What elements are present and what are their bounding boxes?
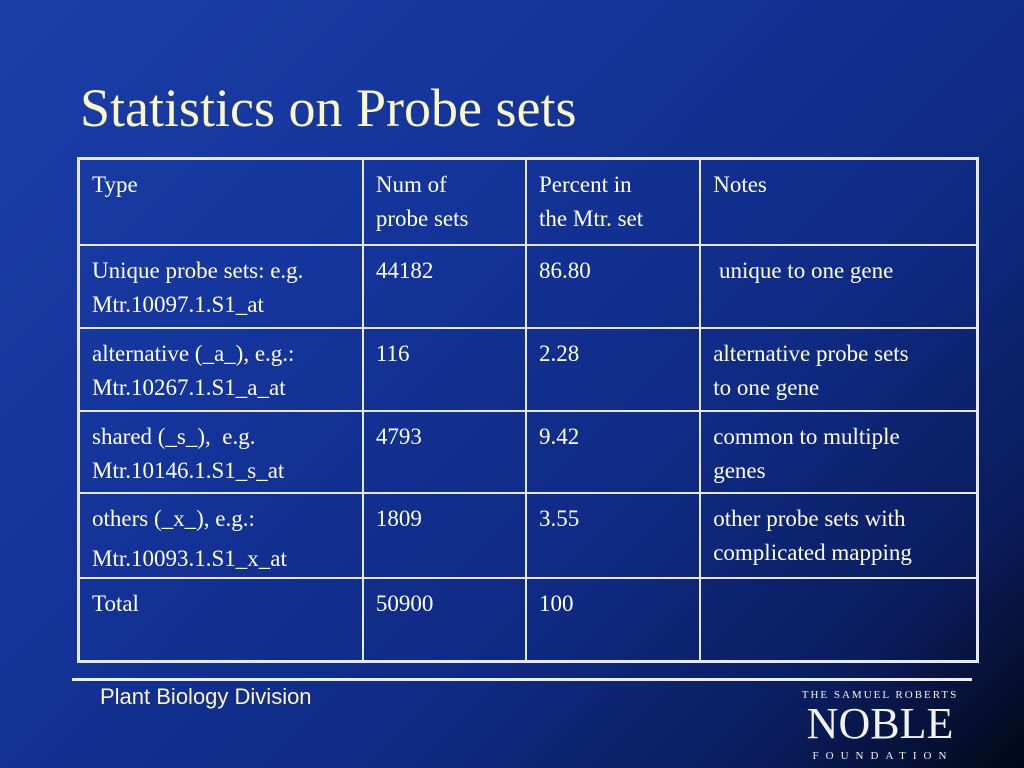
cell-line: 86.80 bbox=[539, 257, 591, 283]
cell-line: Unique probe sets: e.g. bbox=[92, 257, 304, 283]
header-cell-type bbox=[79, 159, 363, 245]
cell-type bbox=[79, 578, 363, 662]
table-row bbox=[79, 493, 978, 578]
logo-bottom-line: FOUNDATION bbox=[812, 750, 954, 762]
cell-line: complicated mapping bbox=[713, 539, 912, 565]
table-header-row bbox=[79, 159, 978, 245]
cell-line: Mtr.10146.1.S1_s_at bbox=[92, 457, 285, 483]
cell-line: Mtr.10267.1.S1_a_at bbox=[92, 374, 286, 400]
cell-num bbox=[363, 411, 526, 493]
noble-foundation-logo bbox=[800, 688, 960, 764]
cell-notes bbox=[700, 328, 977, 411]
cell-line: genes bbox=[713, 457, 766, 483]
cell-line: 1809 bbox=[375, 505, 422, 531]
table-row bbox=[79, 328, 978, 411]
cell-line: probe sets bbox=[375, 206, 469, 231]
cell-num bbox=[363, 578, 526, 662]
cell-line: common to multiple bbox=[713, 423, 900, 449]
cell-line: 50900 bbox=[375, 590, 434, 616]
cell-type bbox=[79, 411, 363, 493]
cell-line: Notes bbox=[713, 172, 767, 197]
cell-num bbox=[363, 245, 526, 328]
cell-type bbox=[79, 493, 363, 578]
cell-type bbox=[79, 328, 363, 411]
cell-line: Mtr.10097.1.S1_at bbox=[92, 291, 264, 317]
cell-line: 100 bbox=[539, 590, 574, 616]
cell-num bbox=[363, 328, 526, 411]
cell-line: Percent in bbox=[539, 172, 632, 197]
header-cell-num bbox=[363, 159, 526, 245]
cell-percent bbox=[526, 411, 700, 493]
logo-wordmark: NOBLE bbox=[806, 699, 954, 748]
cell-notes bbox=[700, 493, 977, 578]
slide-title: Statistics on Probe sets bbox=[80, 78, 577, 138]
footer-division-label: Plant Biology Division bbox=[100, 684, 312, 709]
cell-line: shared (_s_), e.g. bbox=[92, 423, 256, 449]
cell-line: alternative probe sets bbox=[713, 340, 909, 366]
cell-num bbox=[363, 493, 526, 578]
cell-line: 44182 bbox=[375, 257, 434, 283]
table-row-total bbox=[79, 578, 978, 662]
cell-notes bbox=[700, 411, 977, 493]
cell-line: others (_x_), e.g.: bbox=[92, 505, 255, 531]
table-row bbox=[79, 411, 978, 493]
cell-percent bbox=[526, 493, 700, 578]
cell-line: to one gene bbox=[713, 374, 820, 400]
cell-line: alternative (_a_), e.g.: bbox=[92, 340, 295, 366]
footer-divider bbox=[72, 678, 972, 681]
cell-percent bbox=[526, 578, 700, 662]
cell-line: 4793 bbox=[375, 423, 422, 449]
header-cell-notes bbox=[700, 159, 977, 245]
logo-top-line: THE SAMUEL ROBERTS bbox=[801, 689, 959, 701]
cell-line: Total bbox=[92, 590, 139, 616]
cell-line: unique to one gene bbox=[713, 257, 894, 283]
cell-line: Num of bbox=[375, 172, 447, 197]
cell-type bbox=[79, 245, 363, 328]
cell-line: the Mtr. set bbox=[539, 206, 644, 231]
cell-line: Mtr.10093.1.S1_x_at bbox=[92, 545, 287, 571]
header-cell-percent bbox=[526, 159, 700, 245]
cell-notes bbox=[700, 245, 977, 328]
cell-percent bbox=[526, 245, 700, 328]
cell-line: Type bbox=[92, 172, 138, 197]
cell-percent bbox=[526, 328, 700, 411]
probe-set-statistics-table bbox=[77, 157, 979, 663]
cell-notes bbox=[700, 578, 977, 662]
cell-line: 116 bbox=[375, 340, 410, 366]
cell-line: other probe sets with bbox=[713, 505, 906, 531]
table-row bbox=[79, 245, 978, 328]
cell-line: 3.55 bbox=[539, 505, 580, 531]
cell-line: 9.42 bbox=[539, 423, 580, 449]
cell-line: 2.28 bbox=[539, 340, 580, 366]
